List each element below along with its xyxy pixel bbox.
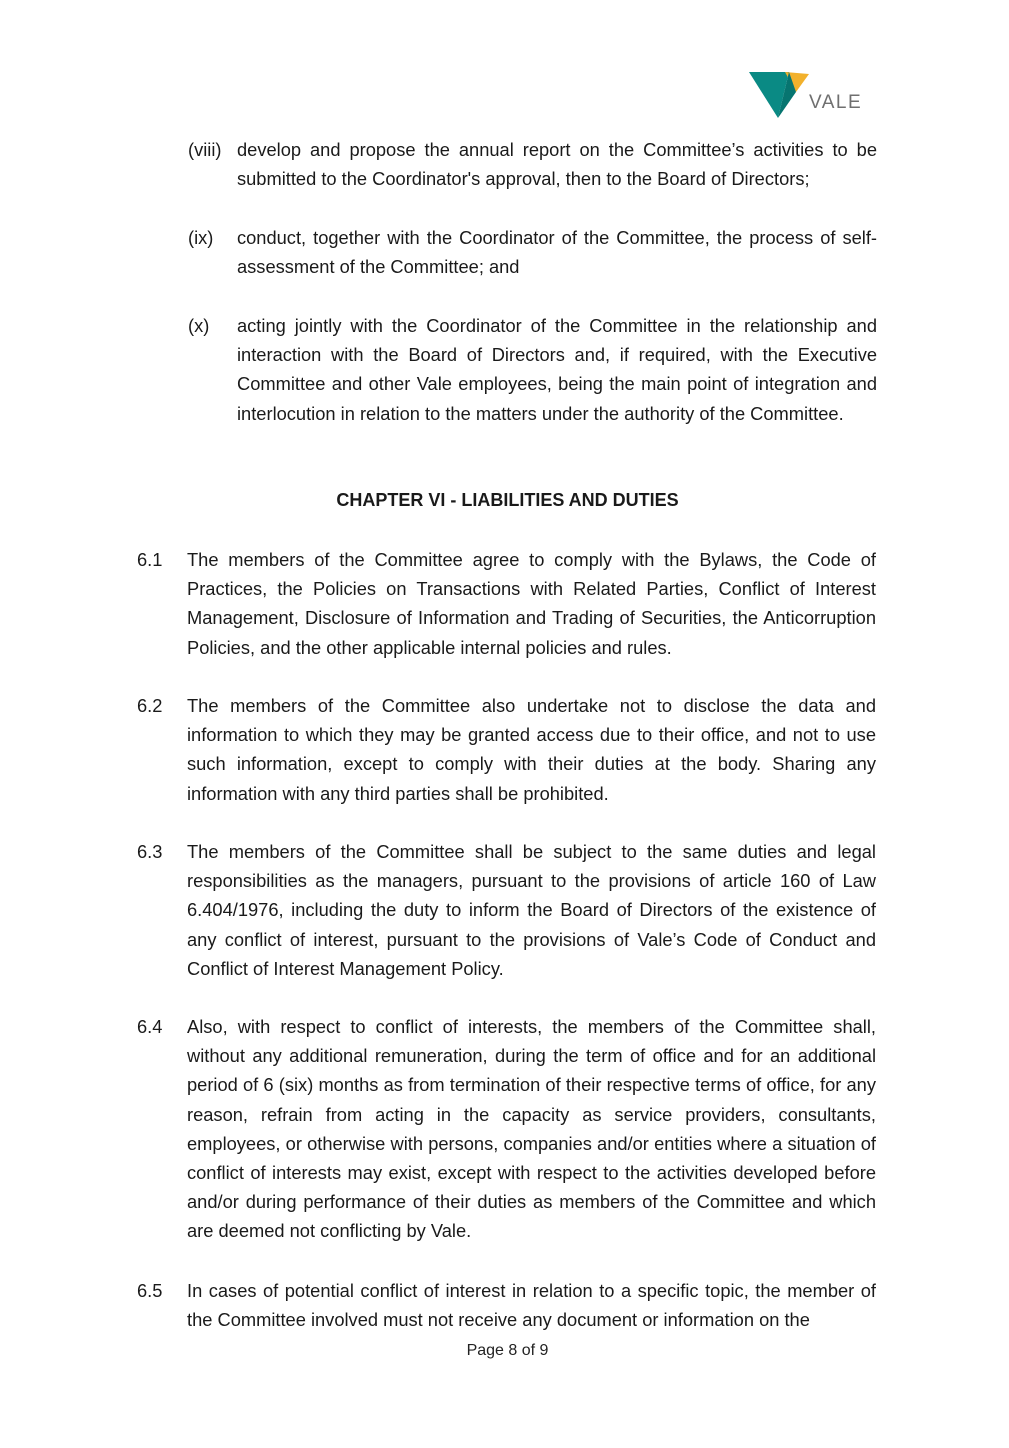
section-number: 6.4 [137, 1016, 163, 1037]
item-text: conduct, together with the Coordinator of the Committee, the process of self-assessment of the Committee; and [237, 227, 877, 278]
item-text: develop and propose the annual report on the Committee’s activities to be submitted to the Coordinator's approval, then to the Board of Directors; [237, 139, 877, 190]
section-text: Also, with respect to conflict of interests, the members of the Committee shall, without any additional remuneration, during the term of office and for an additional period of 6 (six) months as from termination of their respective terms of office, for any reason, refrain from acting in the capacity as service providers, consultants, employees, or otherwise with persons, companies and/or entities where a situation of conflict of interests may exist, except with respect to the activities developed before and/or during performance of their duties as members of the Committee and which are deemed not conflicting by Vale. [187, 1016, 876, 1242]
vale-logo [749, 70, 869, 120]
section-number: 6.3 [137, 841, 163, 862]
vale-logo-icon [749, 70, 809, 120]
chapter-heading: CHAPTER VI - LIABILITIES AND DUTIES [336, 490, 679, 510]
item-number: (x) [188, 315, 210, 336]
item-text: acting jointly with the Coordinator of the Committee in the relationship and interaction with the Board of Directors and, if required, with the Executive Committee and other Vale employees, being the main point of integration and interlocution in relation to the matters under the authority of the Committee. [237, 315, 877, 424]
logo-text: VALE [809, 92, 863, 113]
item-number: (viii) [188, 139, 222, 160]
section-number: 6.1 [137, 549, 163, 570]
section-text: The members of the Committee also undertake not to disclose the data and information to which they may be granted access due to their office, and not to use such information, except to comply with their duties at the body. Sharing any information with any third parties shall be prohibited. [187, 695, 876, 804]
section-text: The members of the Committee shall be subject to the same duties and legal responsibilities as the managers, pursuant to the provisions of article 160 of Law 6.404/1976, including the duty to inform the Board of Directors of the existence of any conflict of interest, pursuant to the provisions of Vale’s Code of Conduct and Conflict of Interest Management Policy. [187, 841, 876, 979]
section-text: In cases of potential conflict of interest in relation to a specific topic, the member of the Committee involved must not receive any document or information on the [187, 1280, 876, 1331]
page-number: Page 8 of 9 [466, 1342, 549, 1359]
section-number: 6.5 [137, 1280, 163, 1301]
section-number: 6.2 [137, 695, 163, 716]
section-text: The members of the Committee agree to comply with the Bylaws, the Code of Practices, the Policies on Transactions with Related Parties, Conflict of Interest Management, Disclosure of Information and Trading of Securities, the Anticorruption Policies, and the other applicable internal policies and rules. [187, 549, 876, 658]
item-number: (ix) [188, 227, 214, 248]
